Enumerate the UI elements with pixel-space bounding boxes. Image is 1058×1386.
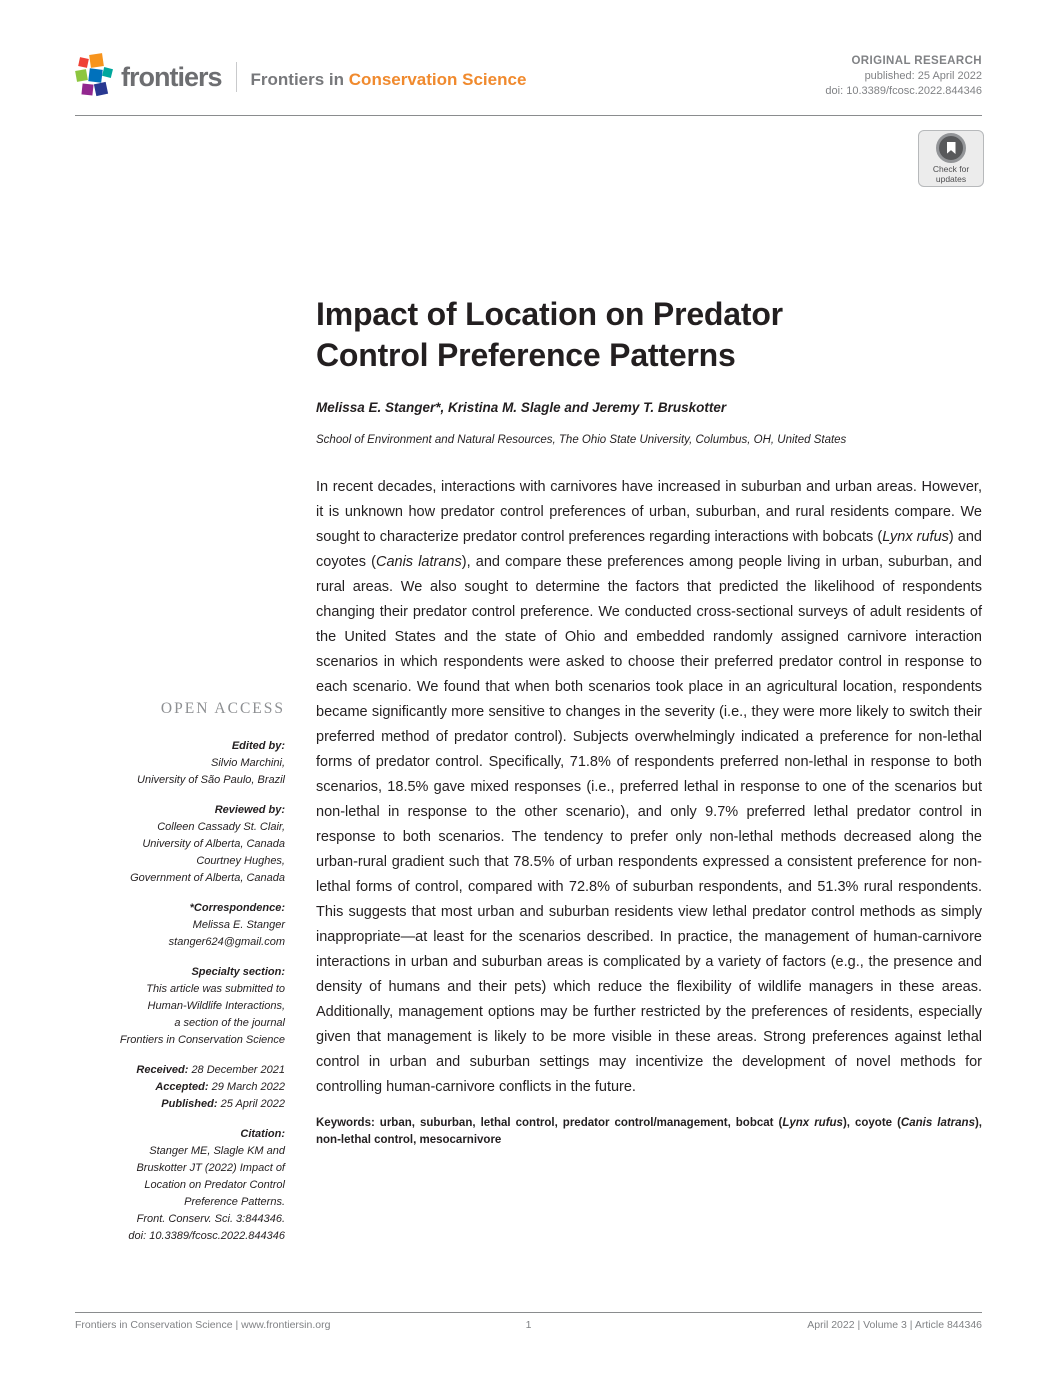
sidebar-line: University of Alberta, Canada xyxy=(142,838,285,850)
sidebar-block xyxy=(75,802,285,887)
sidebar-blocks xyxy=(75,738,285,1245)
sidebar-block-label: *Correspondence: xyxy=(189,902,285,914)
journal-header xyxy=(75,54,982,100)
abstract: In recent decades, interactions with carnivores have increased in suburban and urban areas. However, it is unknown how predator control preferences of urban, suburban, and rural residents compare. We sought to characterize predator control preferences regarding interactions with bobcats (Lynx rufus) and coyotes (Canis latrans), and compare these preferences among people living in urban, suburban, and rural areas. We also sought to determine the factors that predicted the likelihood of respondents changing their predator control preference. We conducted cross-sectional surveys of adult residents of the United States and the state of Ohio and embedded randomly assigned carnivore interaction scenarios in which respondents were asked to choose their preferred predator control in response to each scenario. We found that when both scenarios took place in an agricultural location, respondents became significantly more sensitive to changes in the severity (i.e., they were more likely to switch their preferred method of predator control). Subjects overwhelmingly indicated a preference for non-lethal forms of predator control. Specifically, 71.8% of respondents preferred non-lethal in response to both scenarios, 18.5% gave mixed responses (i.e., preferred lethal in response to one of the scenarios but non-lethal in response to the other scenario), and only 9.7% preferred lethal predator control in response to both scenarios. The tendency to prefer only non-lethal methods decreased along the urban-rural gradient such that 78.5% of urban respondents expressed a consistent preference for non-lethal forms of control, compared with 72.8% of suburban respondents, and 51.3% rural respondents. This suggests that most urban and suburban residents view lethal predator control methods as simply inappropriate—at least for the scenarios described. In practice, the management of human-carnivore interactions in urban and suburban areas is complicated by a variety of factors (e.g., the presence and density of humans and their pets) which reduce the flexibility of wildlife managers in these areas. Additionally, management options may be further restricted by the preferences of residents, especially given that management is likely to be more visible in these areas. Strong preferences against lethal control in urban and suburban settings may incentivize the development of novel methods for controlling human-carnivore conflicts in the future. xyxy=(316,479,983,1095)
footer-rule xyxy=(75,1312,982,1313)
header-meta xyxy=(825,54,982,99)
keywords: Keywords: urban, suburban, lethal control, predator control/management, bobcat (Lynx rufus), coyote (Canis latrans), non-lethal control, mesocarnivore xyxy=(316,1116,982,1146)
open-access-label: OPEN ACCESS xyxy=(160,700,285,717)
sidebar-block-label: Citation: xyxy=(240,1128,285,1140)
sidebar-line: Front. Conserv. Sci. 3:844346. xyxy=(136,1213,285,1225)
journal-name-accent: Conservation Science xyxy=(348,70,527,89)
sidebar-line: Melissa E. Stanger xyxy=(192,919,285,931)
sidebar-line: Location on Predator Control xyxy=(144,1179,285,1191)
affiliation: School of Environment and Natural Resources, The Ohio State University, Columbus, OH, United States xyxy=(316,434,847,446)
sidebar-line: Human-Wildlife Interactions, xyxy=(147,1000,285,1012)
sidebar-line: Government of Alberta, Canada xyxy=(130,872,285,884)
page-footer xyxy=(75,1319,982,1331)
logo-wordmark: frontiers xyxy=(121,61,222,92)
sidebar-block-label: Reviewed by: xyxy=(214,804,285,816)
authors: Melissa E. Stanger*, Kristina M. Slagle and Jeremy T. Bruskotter xyxy=(316,400,727,415)
sidebar xyxy=(75,700,285,1245)
bookmark-icon xyxy=(936,133,966,163)
page-number: 1 xyxy=(525,1319,532,1331)
article-type-label: ORIGINAL RESEARCH xyxy=(851,55,982,67)
journal-name xyxy=(251,64,527,90)
sidebar-line: Stanger ME, Slagle KM and xyxy=(149,1145,285,1157)
logo-row xyxy=(75,54,526,100)
sidebar-date-line: Accepted: 29 March 2022 xyxy=(155,1081,285,1093)
header-divider xyxy=(236,62,237,92)
sidebar-line: Silvio Marchini, xyxy=(211,757,285,769)
sidebar-line: University of São Paulo, Brazil xyxy=(137,774,285,786)
sidebar-line: Frontiers in Conservation Science xyxy=(119,1034,285,1046)
footer-issue: April 2022 | Volume 3 | Article 844346 xyxy=(807,1319,982,1331)
footer-journal: Frontiers in Conservation Science | www.frontiersin.org xyxy=(75,1319,331,1331)
sidebar-line: Colleen Cassady St. Clair, xyxy=(157,821,285,833)
check-for-updates-badge[interactable] xyxy=(918,130,984,187)
journal-name-prefix: Frontiers in xyxy=(250,70,345,89)
sidebar-line: Preference Patterns. xyxy=(184,1196,285,1208)
frontiers-cubes-icon xyxy=(75,54,113,100)
sidebar-block xyxy=(75,964,285,1049)
sidebar-block xyxy=(75,738,285,789)
sidebar-line: This article was submitted to xyxy=(146,983,285,995)
published-date: published: 25 April 2022 xyxy=(864,70,982,82)
sidebar-block xyxy=(75,900,285,951)
sidebar-line: Bruskotter JT (2022) Impact of xyxy=(136,1162,285,1174)
check-for-updates-label: Check for updates xyxy=(932,164,970,184)
sidebar-block-label: Specialty section: xyxy=(191,966,285,978)
sidebar-line: a section of the journal xyxy=(174,1017,285,1029)
frontiers-logo[interactable] xyxy=(75,54,222,100)
header-rule xyxy=(75,115,982,116)
sidebar-date-line: Published: 25 April 2022 xyxy=(161,1098,285,1110)
doi: doi: 10.3389/fcosc.2022.844346 xyxy=(825,85,982,97)
sidebar-line: doi: 10.3389/fcosc.2022.844346 xyxy=(128,1230,285,1242)
sidebar-line: Courtney Hughes, xyxy=(196,855,285,867)
sidebar-block-label: Edited by: xyxy=(231,740,285,752)
sidebar-date-line: Received: 28 December 2021 xyxy=(136,1064,285,1076)
article-body xyxy=(316,294,982,1160)
correspondence-email[interactable]: stanger624@gmail.com xyxy=(168,936,285,948)
sidebar-block xyxy=(75,1062,285,1113)
sidebar-block xyxy=(75,1126,285,1245)
article-title: Impact of Location on Predator Control Preference Patterns xyxy=(316,296,783,373)
